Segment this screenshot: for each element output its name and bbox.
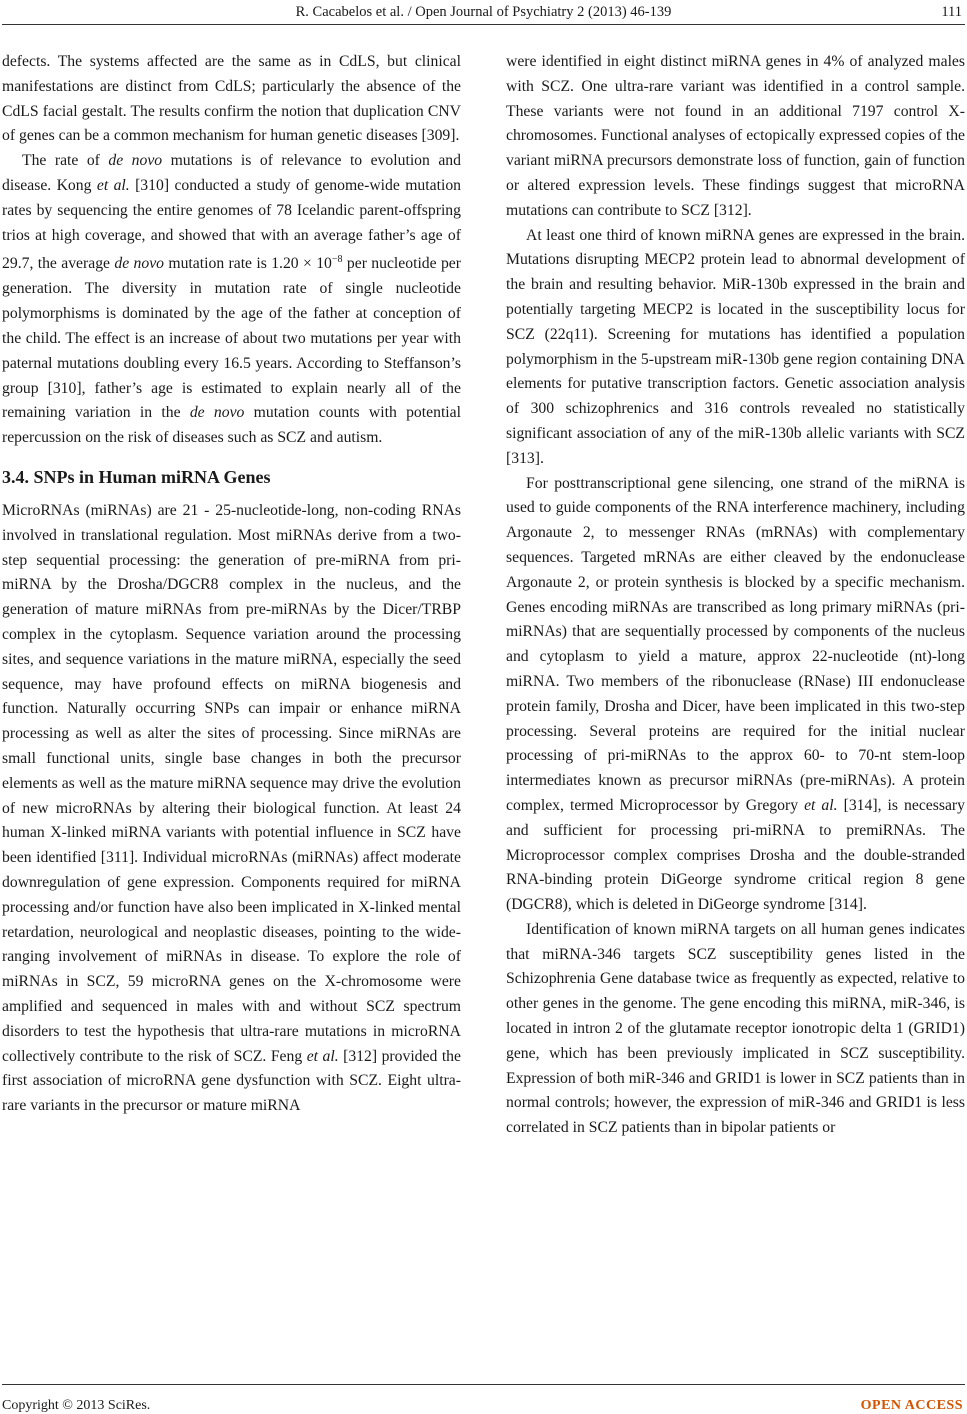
open-access-label: OPEN ACCESS [860,1398,963,1413]
right-column [506,50,965,1141]
paragraph-mir-130b: At least one third of known miRNA genes are expressed in the brain. Mutations disrupting MECP2 protein lead to abnormal development of the brain and resulting behavior. MiR-130b expressed in the brain and potentially targeting MECP2 is located in the susceptibility locus for SCZ (22q11). Screening for mutations has identified a population polymorphism in the 5-upstream miR-130b gene region containing DNA elements for putative transcription factors. Genetic association analysis of 300 schizophrenics and 316 controls revealed no statistically significant association of any of the miR-130b allelic variants with SCZ [313]. [506,226,965,467]
paragraph-variants-identified: were identified in eight distinct miRNA genes in 4% of analyzed males with SCZ. One ultra-rare variant was identified in a control sample. These variants were not found in an additional 7197 control X-chromosomes. Functional analyses of ectopically expressed copies of the variant miRNA precursors demonstrate loss of function, gain of function or altered expression levels. These findings suggest that microRNA mutations can contribute to SCZ [312]. [506,53,965,219]
footer-rule [2,1384,965,1385]
paragraph-gene-silencing: For posttranscriptional gene silencing, one strand of the miRNA is used to guide components of the RNA interference machinery, including Argonaute 2, to messenger RNAs (mRNAs) with complementary sequences. Targeted mRNAs are either cleaved by the endonuclease Argonaute 2, or protein synthesis is blocked by a specific mechanism. Genes encoding miRNAs are transcribed as long primary miRNAs (pri-miRNAs) that are sequentially processed by components of the nucleus and cytoplasm to yield a mature, approx 22-nucleotide (nt)-long miRNA. Two members of the ribonuclease (RNase) III endonuclease protein family, Drosha and Dicer, have been implicated in this two-step processing. Several proteins are required for the initial nuclear processing of pri-miRNAs to the approx 60- to 70-nt stem-loop intermediates known as precursor miRNAs (pre-miRNAs). A protein complex, termed Microprocessor by Gregory et al. [314], is necessary and sufficient for processing pri-miRNA to premiRNAs. The Microprocessor complex comprises Drosha and the double-stranded RNA-binding protein DiGeorge syndrome critical region 8 gene (DGCR8), which is deleted in DiGeorge syndrome [314]. [506,474,965,914]
copyright-notice: Copyright © 2013 SciRes. [2,1398,151,1413]
page-number: 111 [941,4,962,20]
paragraph-continued: defects. The systems affected are the same as in CdLS, but clinical manifestations are distinct from CdLS; particularly the absence of the CdLS facial gestalt. The results confirm the notion that duplication CNV of genes can be a common mechanism for human genetic diseases [309]. [2,53,461,145]
paragraph-micrornas: MicroRNAs (miRNAs) are 21 - 25-nucleotide-long, non-coding RNAs involved in translational regulation. Most miRNAs derive from a two-step sequential processing: the generation of pre-miRNA from pri-miRNA by the Drosha/DGCR8 complex in the nucleus, and the generation of mature miRNAs from pre-miRNAs by the Dicer/TRBP complex in the cytoplasm. Sequence variation around the processing sites, and sequence variations in the mature miRNA, especially the seed sequence, may have profound effects on miRNA biogenesis and function. Naturally occurring SNPs can impair or enhance miRNA processing as well as alter the sites of processing. Since miRNAs are small functional units, single base changes in both the precursor elements as well as the mature miRNA sequence may drive the evolution of new microRNAs by altering their biological function. At least 24 human X-linked miRNA variants with potential influence in SCZ have been identified [311]. Individual microRNAs (miRNAs) affect moderate downregulation of gene expression. Components required for miRNA processing and/or function have also been implicated in X-linked mental retardation, neurological and neoplastic diseases, pointing to the wide-ranging involvement of miRNAs in disease. To explore the role of miRNAs in SCZ, 59 microRNA genes on the X-chromosome were amplified and sequenced in males with and without SCZ spectrum disorders to test the hypothesis that ultra-rare mutations in microRNA collectively contribute to the risk of SCZ. Feng et al. [312] provided the first association of microRNA gene dysfunction with SCZ. Eight ultra-rare variants in the precursor or mature miRNA [2,501,461,1115]
paragraph-mirna-346: Identification of known miRNA targets on all human genes indicates that miRNA-346 targets SCZ susceptibility genes listed in the Schizophrenia Gene database twice as frequently as expected, relative to other genes in the genome. The gene encoding this miRNA, miR-346, is located in intron 2 of the glutamate receptor ionotropic delta 1 (GRID1) gene, which has been previously implicated in SCZ susceptibility. Expression of both miR-346 and GRID1 is lower in SCZ patients than in normal controls; however, the expression of miR-346 and GRID1 is less correlated in SCZ patients than in bipolar patients or [506,920,965,1137]
header-rule [2,24,965,25]
running-title: R. Cacabelos et al. / Open Journal of Psychiatry 2 (2013) 46-139 [295,4,672,20]
section-heading: 3.4. SNPs in Human miRNA Genes [2,466,271,487]
page-header [0,0,967,30]
paragraph-de-novo-mutations: The rate of de novo mutations is of relevance to evolution and disease. Kong et al. [310] conducted a study of genome-wide mutation rates by sequencing the entire genomes of 78 Icelandic parent-offspring trios at high coverage, and showed that with an average father’s age of 29.7, the average de novo mutation rate is $1.20 \times 10^{-8}$ per nucleotide per generation. The diversity in mutation rate of single nucleotide polymorphisms is dominated by the age of the father at conception of the child. The effect is an increase of about two mutations per year with paternal mutations doubling every 16.5 years. According to Steffanson’s group [310], father’s age is estimated to explain nearly all of the remaining variation in the de novo mutation counts with potential repercussion on the risk of diseases such as SCZ and autism. [2,152,462,447]
left-column [2,50,461,1119]
page-footer [0,1370,967,1413]
